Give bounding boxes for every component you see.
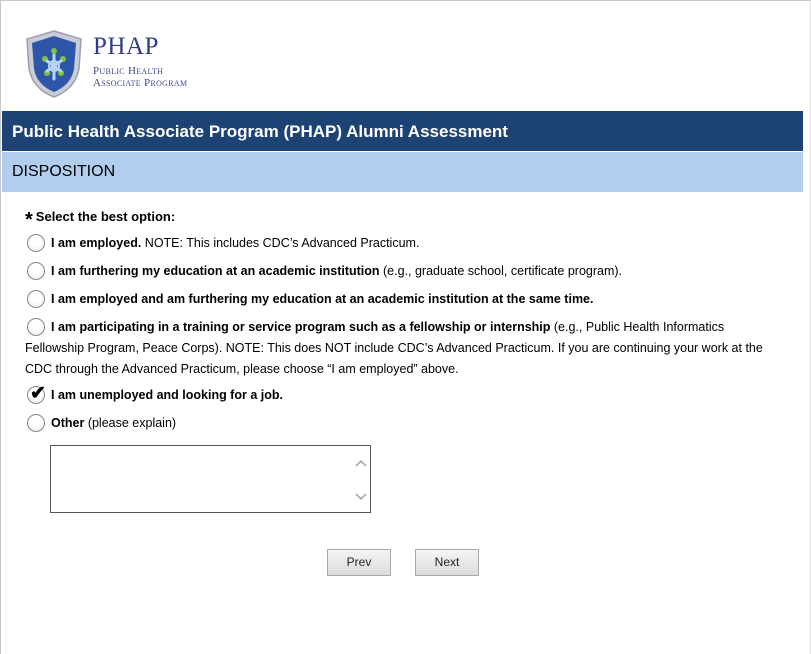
radio-employed[interactable] <box>27 234 45 252</box>
option-education-rest: (e.g., graduate school, certificate program). <box>379 264 623 278</box>
radio-education[interactable] <box>27 262 45 280</box>
radio-unemployed[interactable] <box>27 383 46 404</box>
option-employed-and-education[interactable] <box>27 289 777 310</box>
question-label <box>25 209 175 232</box>
option-other-bold: Other <box>51 416 85 430</box>
radio-employed-and-education[interactable] <box>27 290 45 308</box>
logo-subtitle-line2: Associate Program <box>93 77 188 89</box>
logo-subtitle <box>93 65 187 89</box>
option-education-bold: I am furthering my education at an academic institution <box>51 264 380 278</box>
option-other-rest: (please explain) <box>84 416 177 430</box>
chevron-down-icon <box>356 494 366 499</box>
phap-shield-icon <box>23 29 85 99</box>
prev-button[interactable]: Prev <box>327 549 391 576</box>
section-title: DISPOSITION <box>12 163 116 180</box>
survey-title-bar <box>2 111 803 151</box>
question-text: Select the best option: <box>35 209 176 224</box>
chevron-up-icon <box>356 461 366 466</box>
option-employed-rest: NOTE: This includes CDC’s Advanced Practicum. <box>141 236 420 250</box>
phap-logo <box>23 29 323 101</box>
option-employed-bold: I am employed. <box>51 236 142 250</box>
radio-other[interactable] <box>27 414 45 432</box>
option-employed-and-education-bold: I am employed and am furthering my education at an academic institution at the same time. <box>51 292 594 306</box>
checkmark-icon: ✔ <box>30 383 46 404</box>
other-explain-textarea[interactable] <box>50 445 371 513</box>
option-unemployed-bold: I am unemployed and looking for a job. <box>51 388 283 402</box>
radio-training-program[interactable] <box>27 318 45 336</box>
option-unemployed[interactable] <box>27 385 777 406</box>
textarea-scrollbar[interactable] <box>354 454 368 504</box>
survey-title: Public Health Associate Program (PHAP) Alumni Assessment <box>12 122 508 141</box>
option-other[interactable] <box>27 413 777 434</box>
option-training-program[interactable] <box>25 317 785 380</box>
section-header <box>2 152 803 192</box>
option-training-program-bold: I am participating in a training or service program such as a fellowship or internship <box>51 320 551 334</box>
next-button[interactable]: Next <box>415 549 479 576</box>
required-marker: * <box>25 209 33 231</box>
option-training-program-rest: (e.g., Public Health Informatics Fellowship Program, Peace Corps). NOTE: This does NOT include CDC’s Advanced Practicum. If you are continuing your work at the CDC through the Advanced Practicum, please choose “I am employed” above. <box>25 320 763 376</box>
option-employed[interactable] <box>27 233 777 254</box>
logo-title: PHAP <box>93 33 159 60</box>
logo-subtitle-line1: Public Health <box>93 65 164 77</box>
option-education[interactable] <box>27 261 777 282</box>
